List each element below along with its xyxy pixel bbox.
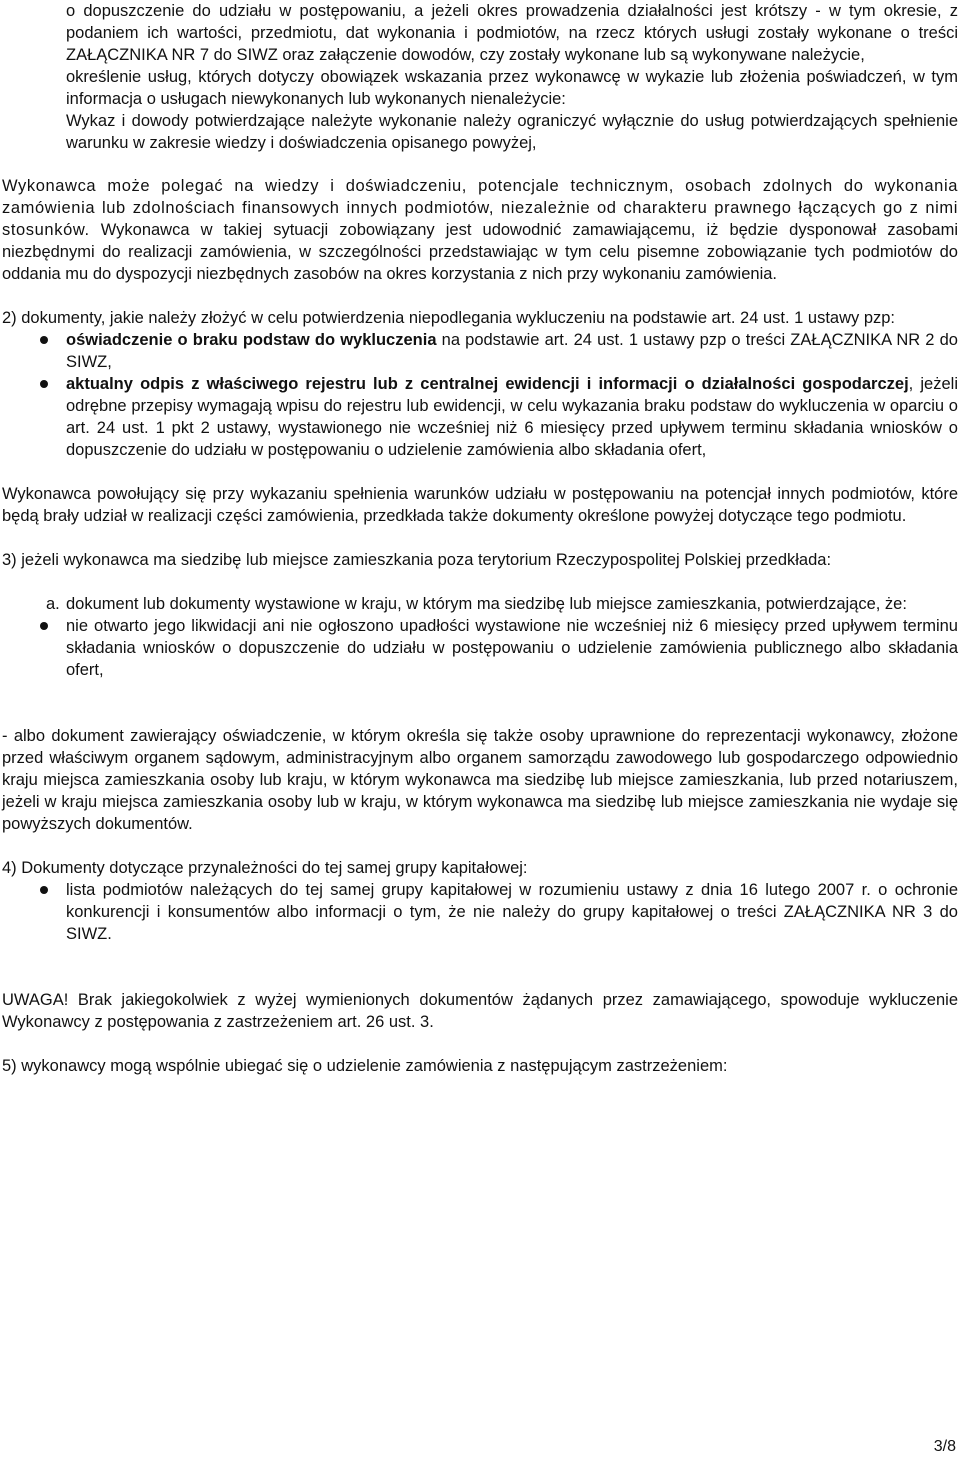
item-marker: a. xyxy=(46,595,60,613)
section-4-heading: 4) Dokumenty dotyczące przynależności do tej samej grupy kapitałowej: xyxy=(2,859,528,877)
list-item-bold: oświadczenie o braku podstaw do wykluczenia xyxy=(66,331,437,349)
third-party-resources-paragraph xyxy=(2,175,958,285)
bullet-icon xyxy=(40,336,48,344)
section-3-heading: 3) jeżeli wykonawca ma siedzibę lub miejsce zamieszkania poza terytorium Rzeczypospolitej Polskiej przedkłada: xyxy=(2,551,832,569)
bullet-icon xyxy=(40,886,48,894)
list-item xyxy=(66,615,958,681)
supporting-entity-paragraph: Wykonawca powołujący się przy wykazaniu spełnienia warunków udziału w postępowaniu na potencjał innych podmiotów, które będą brały udział w realizacji części zamówienia, przedkłada także dokumenty określone powyżej dotyczące tego podmiotu. xyxy=(2,485,958,525)
list-item xyxy=(66,373,958,461)
bullet-icon xyxy=(40,622,48,630)
section-2-heading: 2) dokumenty, jakie należy złożyć w celu potwierdzenia niepodlegania wykluczeniu na podstawie art. 24 ust. 1 ustawy pzp: xyxy=(2,309,896,327)
list-item-text: lista podmiotów należących do tej samej grupy kapitałowej w rozumieniu ustawy z dnia 16 lutego 2007 r. o ochronie konkurencji i konsumentów albo informacji o tym, że nie należy do grupy kapitałowej o treści ZAŁĄCZNIKA NR 3 do SIWZ. xyxy=(66,881,958,943)
alternative-document-paragraph: - albo dokument zawierający oświadczenie, w którym określa się także osoby uprawnione do reprezentacji wykonawcy, złożone przed właściwym organem sądowym, administracyjnym albo organem samorządu zawodowego lub gospodarczego odpowiednio kraju miejsca zamieszkania osoby lub kraju, w którym wykonawca ma siedzibę lub miejsce zamieszkania, lub przed notariuszem, jeżeli w kraju miejsca zamieszkania osoby lub w kraju, w którym wykonawca ma siedzibę lub miejsce zamieszkania nie wydaje się powyższych dokumentów. xyxy=(2,727,958,833)
list-item-text: , jeżeli odrębne przepisy wymagają wpisu do rejestru lub ewidencji, w celu wykazania braku podstaw do wykluczenia w oparciu o art. 24 ust. 1 pkt 2 ustawy, wystawionego nie wcześniej niż 6 miesięcy przed upływem terminu składania wniosków o dopuszczenie do udziału w postępowaniu o udzielenie zamówienia albo składania ofert, xyxy=(66,375,958,459)
warning-paragraph: UWAGA! Brak jakiegokolwiek z wyżej wymienionych dokumentów żądanych przez zamawiającego, spowoduje wykluczenie Wykonawcy z postępowania z zastrzeżeniem art. 26 ust. 3. xyxy=(2,991,958,1031)
list-item-bold: aktualny odpis z właściwego rejestru lub z centralnej ewidencji i informacji o działalności gospodarczej xyxy=(66,375,909,393)
list-item-text: na podstawie art. 24 ust. 1 ustawy pzp o treści ZAŁĄCZNIKA NR 2 do SIWZ, xyxy=(66,331,958,371)
services-list-paragraph: o dopuszczenie do udziału w postępowaniu, a jeżeli okres prowadzenia działalności jest krótszy - w tym okresie, z podaniem ich wartości, przedmiotu, dat wykonania i podmiotów, na rzecz których usługi zostały wykonane o treści ZAŁĄCZNIKA NR 7 do SIWZ oraz załączenie dowodów, czy zostały wykonane lub są wykonywane należycie, xyxy=(66,2,958,64)
list-item-text: nie otwarto jego likwidacji ani nie ogłoszono upadłości wystawione nie wcześniej niż 6 miesięcy przed upływem terminu składania wniosków o dopuszczenie do udziału w postępowaniu o udzielenie zamówienia publicznego albo składania ofert, xyxy=(66,617,958,679)
section-3-list xyxy=(2,615,958,681)
section-2-list xyxy=(2,329,958,461)
page-number: 3/8 xyxy=(933,1438,956,1455)
section-5-heading: 5) wykonawcy mogą wspólnie ubiegać się o udzielenie zamówienia z następującym zastrzeżeniem: xyxy=(2,1057,728,1075)
evidence-limit-paragraph: Wykaz i dowody potwierdzające należyte wykonanie należy ograniczyć wyłącznie do usług potwierdzających spełnienie warunku w zakresie wiedzy i doświadczenia opisanego powyżej, xyxy=(66,112,958,152)
list-item xyxy=(66,329,958,373)
third-party-resources-rest: Wykonawca w takiej sytuacji zobowiązany jest udowodnić zamawiającemu, iż będzie dysponował zasobami niezbędnymi do realizacji zamówienia, w szczególności przedstawiając w tym celu pisemne zobowiązanie tych podmiotów do oddania mu do dyspozycji niezbędnych zasobów na okres korzystania z nich przy wykonaniu zamówienia. xyxy=(2,221,958,283)
bullet-icon xyxy=(40,380,48,388)
item-a-text: dokument lub dokumenty wystawione w kraju, w którym ma siedzibę lub miejsce zamieszkania, potwierdzające, że: xyxy=(66,595,907,613)
list-item xyxy=(66,879,958,945)
section-3-item-a xyxy=(2,593,958,615)
third-party-resources-lead: Wykonawca może polegać na wiedzy i doświadczeniu, potencjale technicznym, osobach zdolnych do wykonania zamówienia lub zdolnościach finansowych innych podmiotów, niezależnie od charakteru prawnego łączących go z nimi stosunków. xyxy=(2,177,958,239)
services-scope-paragraph: określenie usług, których dotyczy obowiązek wskazania przez wykonawcę w wykazie lub złożenia poświadczeń, w tym informacja o usługach niewykonanych lub wykonanych nienależycie: xyxy=(66,68,958,108)
requirements-continuation xyxy=(2,0,958,154)
section-4-list xyxy=(2,879,958,945)
